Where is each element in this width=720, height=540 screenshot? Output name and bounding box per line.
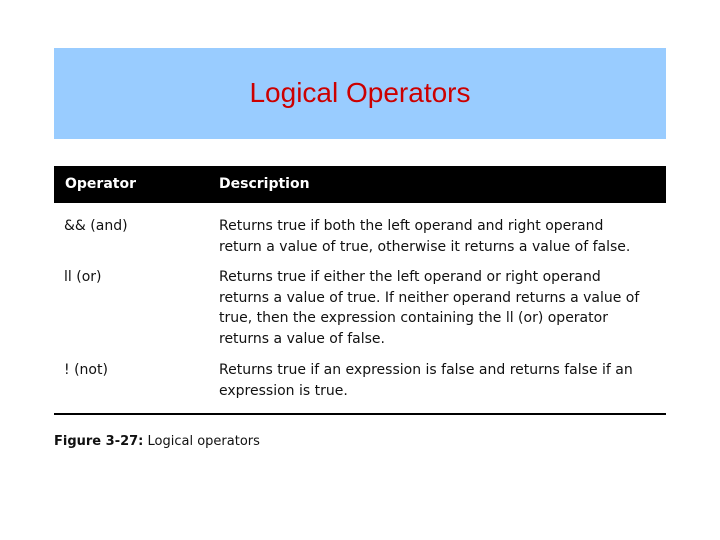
description-line: returns a value of true. If neither operand returns a value of: [219, 289, 640, 306]
operator-cell: ! (not): [64, 362, 108, 378]
operator-cell: && (and): [64, 218, 128, 234]
operator-cell: ll (or): [64, 269, 102, 285]
header-operator: Operator: [65, 176, 136, 192]
table-row: [54, 216, 666, 258]
description-line: Returns true if either the left operand or right operand: [219, 269, 601, 285]
description-line: Returns true if both the left operand and right operand: [219, 218, 604, 234]
description-line: true, then the expression containing the ll (or) operator: [219, 310, 608, 326]
caption-label: Figure 3-27:: [54, 434, 144, 449]
caption-text: Logical operators: [143, 434, 260, 449]
operators-table: [54, 166, 666, 399]
description-line: Returns true if an expression is false and returns false if an: [219, 362, 633, 378]
table-row: [54, 267, 666, 351]
header-description: Description: [219, 176, 310, 192]
slide-title: Logical Operators: [249, 77, 471, 108]
description-line: return a value of true, otherwise it returns a value of false.: [219, 238, 631, 255]
figure-caption: [54, 434, 260, 449]
description-cell: [219, 216, 659, 257]
title-banner: [54, 48, 666, 139]
description-line: returns a value of false.: [219, 330, 385, 347]
description-cell: [219, 267, 659, 349]
description-line: expression is true.: [219, 382, 348, 399]
table-row: [54, 360, 666, 402]
table-bottom-rule: [54, 413, 666, 415]
table-header: [54, 166, 666, 203]
description-cell: [219, 360, 659, 401]
